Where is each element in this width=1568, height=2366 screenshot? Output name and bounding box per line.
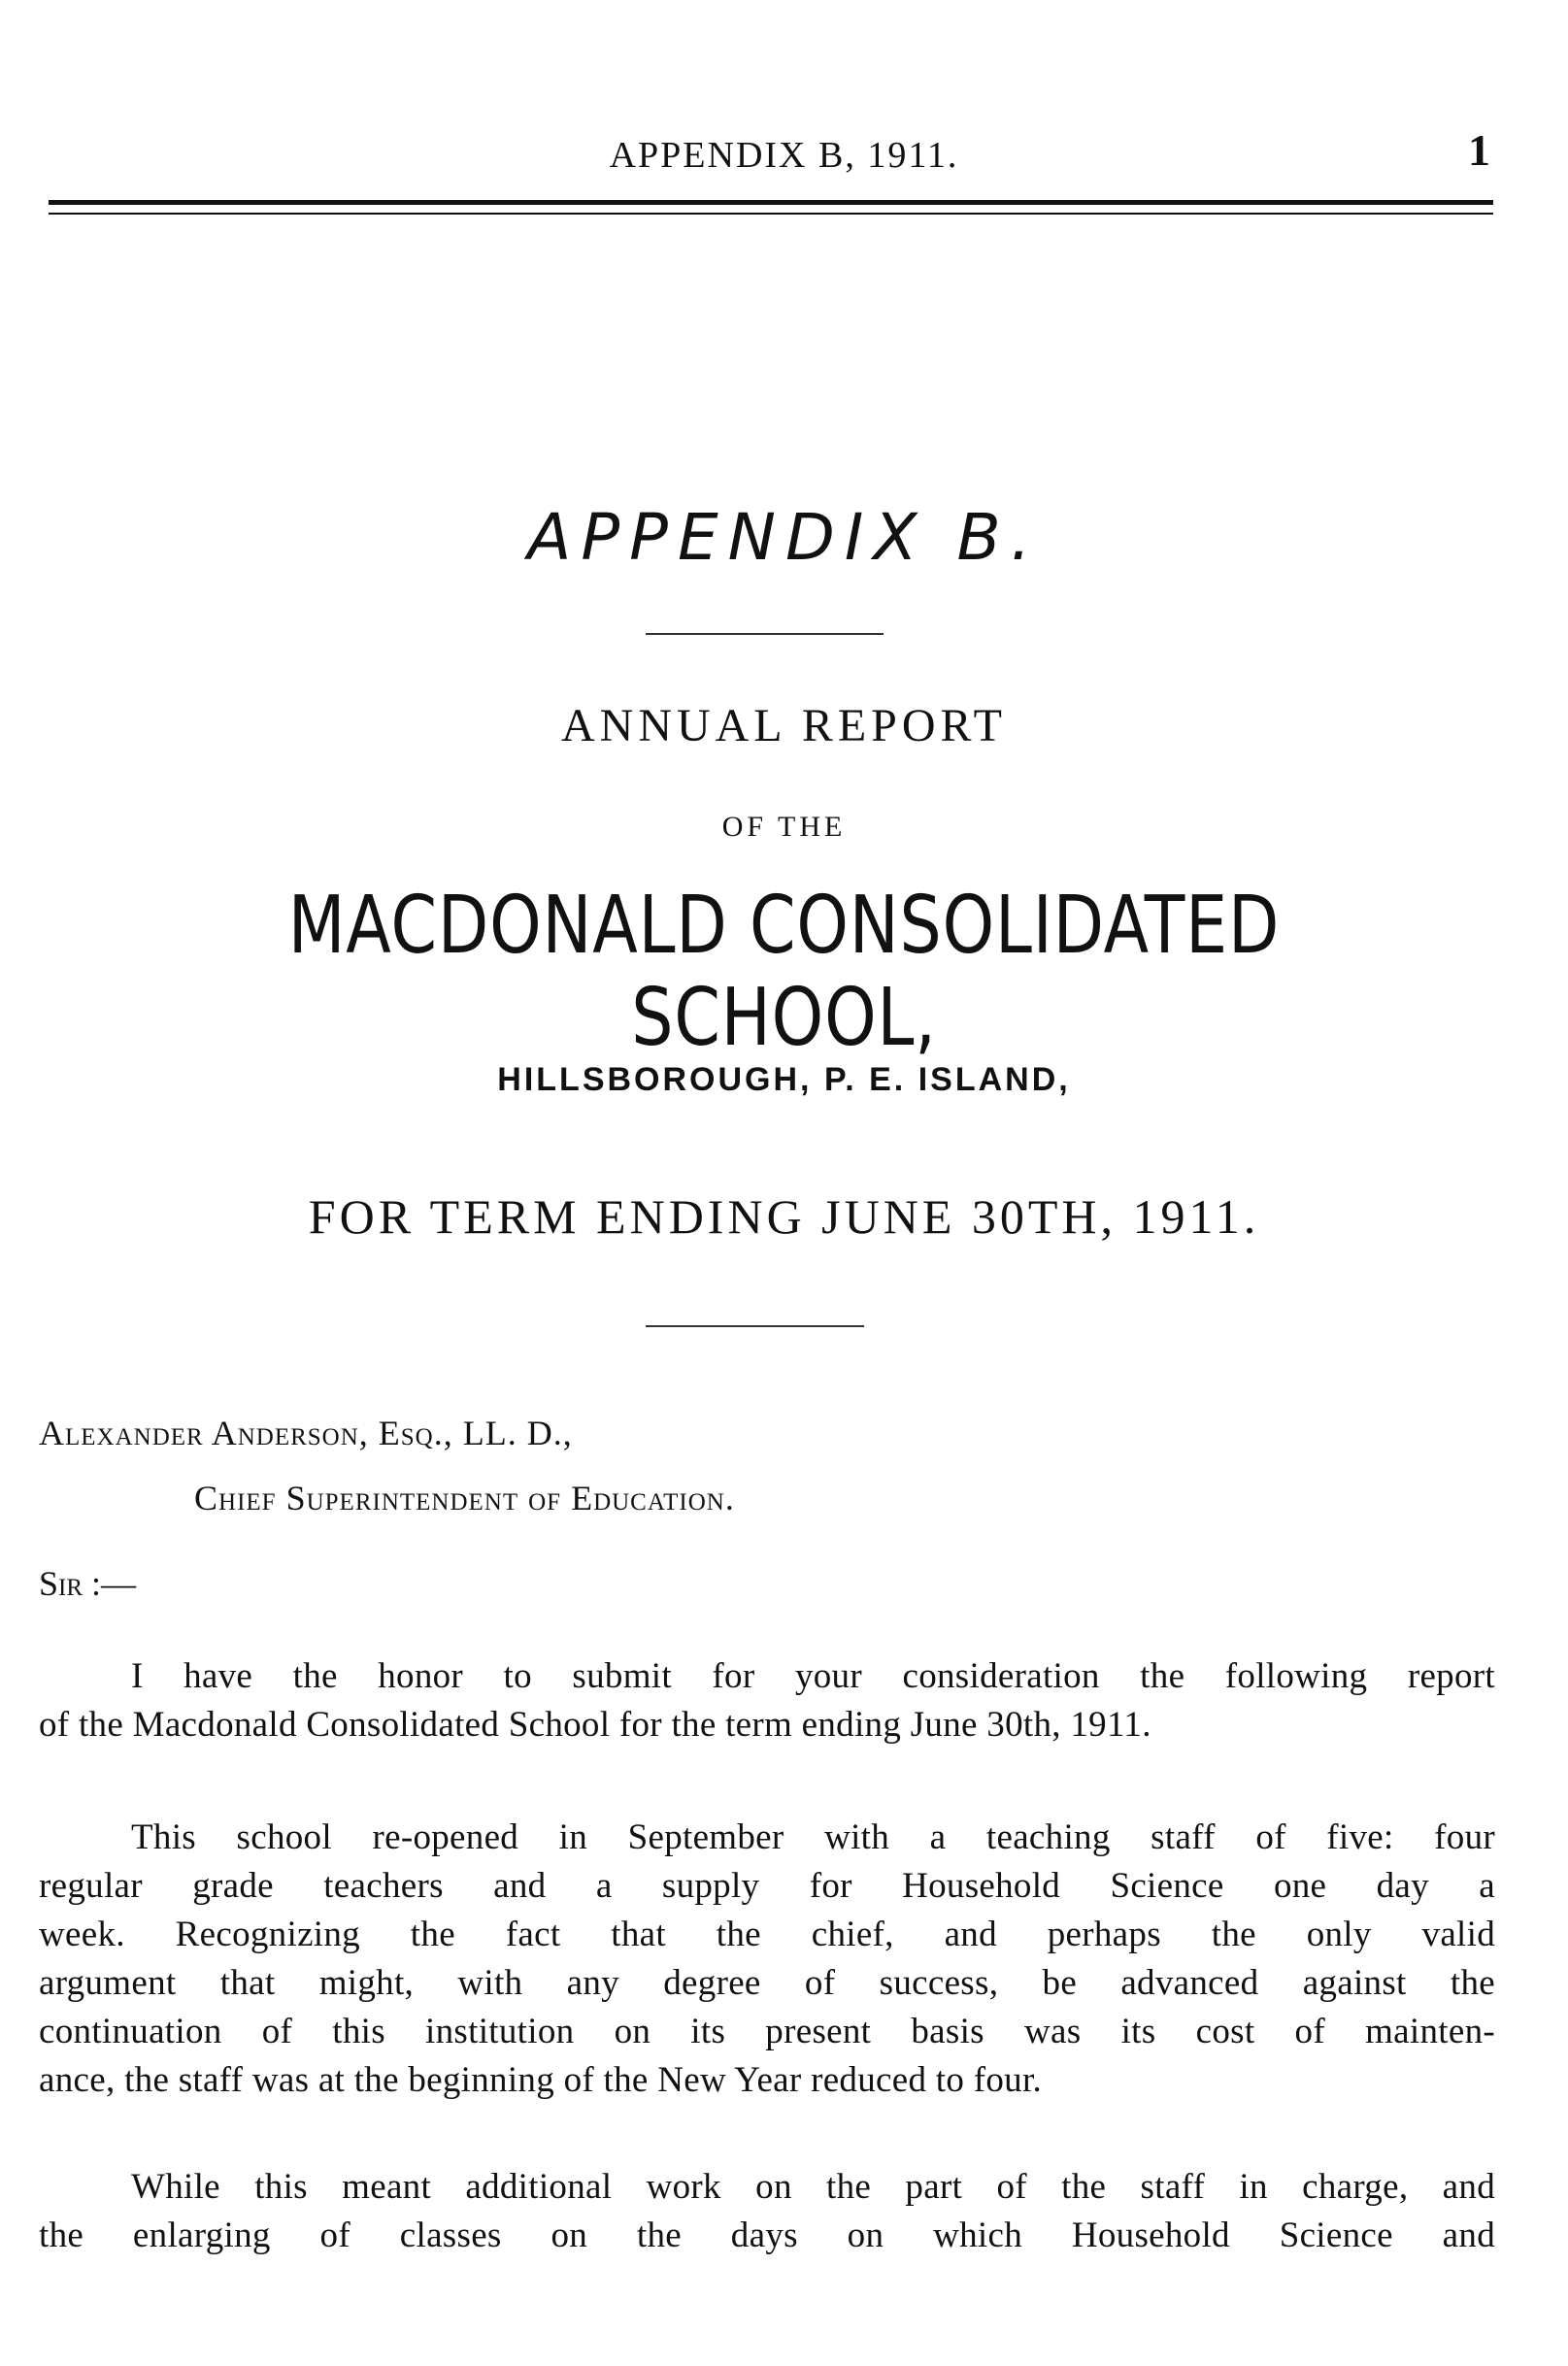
paragraph-line: ance, the staff was at the beginning of the New Year reduced to four. <box>39 2060 1043 2100</box>
school-name-heading: MACDONALD CONSOLIDATED SCHOOL, <box>287 880 1281 1064</box>
paragraph-1 <box>39 1652 1495 1750</box>
addressee-name: Alexander Anderson, Esq., LL. D., <box>39 1414 573 1452</box>
term-heading: FOR TERM ENDING JUNE 30TH, 1911. <box>308 1189 1260 1244</box>
paragraph-line: of the Macdonald Consolidated School for the term ending June 30th, 1911. <box>39 1705 1151 1745</box>
paragraph-3 <box>39 2163 1495 2260</box>
appendix-title: APPENDIX B. <box>527 500 1041 575</box>
location-heading: HILLSBOROUGH, P. E. ISLAND, <box>497 1061 1071 1098</box>
paragraph-line: week. Recognizing the fact that the chief, and perhaps the only valid <box>39 1915 1495 1954</box>
annual-report-heading: ANNUAL REPORT <box>560 700 1007 751</box>
header-rule-thin <box>49 213 1493 215</box>
paragraph-2 <box>39 1814 1495 2105</box>
paragraph-line: This school re-opened in September with a teaching staff of five: four <box>131 1817 1495 1857</box>
paragraph-line: While this meant additional work on the part of the staff in charge, and <box>131 2167 1495 2207</box>
paragraph-line: argument that might, with any degree of success, be advanced against the <box>39 1963 1495 2003</box>
section-divider <box>646 1325 864 1327</box>
page-number: 1 <box>1468 125 1490 175</box>
paragraph-line: continuation of this institution on its present basis was its cost of mainten- <box>39 2012 1495 2051</box>
paragraph-line: regular grade teachers and a supply for Household Science one day a <box>39 1866 1495 1906</box>
title-divider <box>646 633 884 635</box>
addressee-title: Chief Superintendent of Education. <box>194 1479 735 1517</box>
running-head: APPENDIX B, 1911. <box>609 135 959 176</box>
paragraph-line: I have the honor to submit for your consideration the following report <box>131 1656 1495 1696</box>
of-the-text: OF THE <box>721 811 847 843</box>
salutation: Sir :— <box>39 1564 137 1603</box>
paragraph-line: the enlarging of classes on the days on which Household Science and <box>39 2216 1495 2255</box>
header-rule-thick <box>49 200 1493 205</box>
